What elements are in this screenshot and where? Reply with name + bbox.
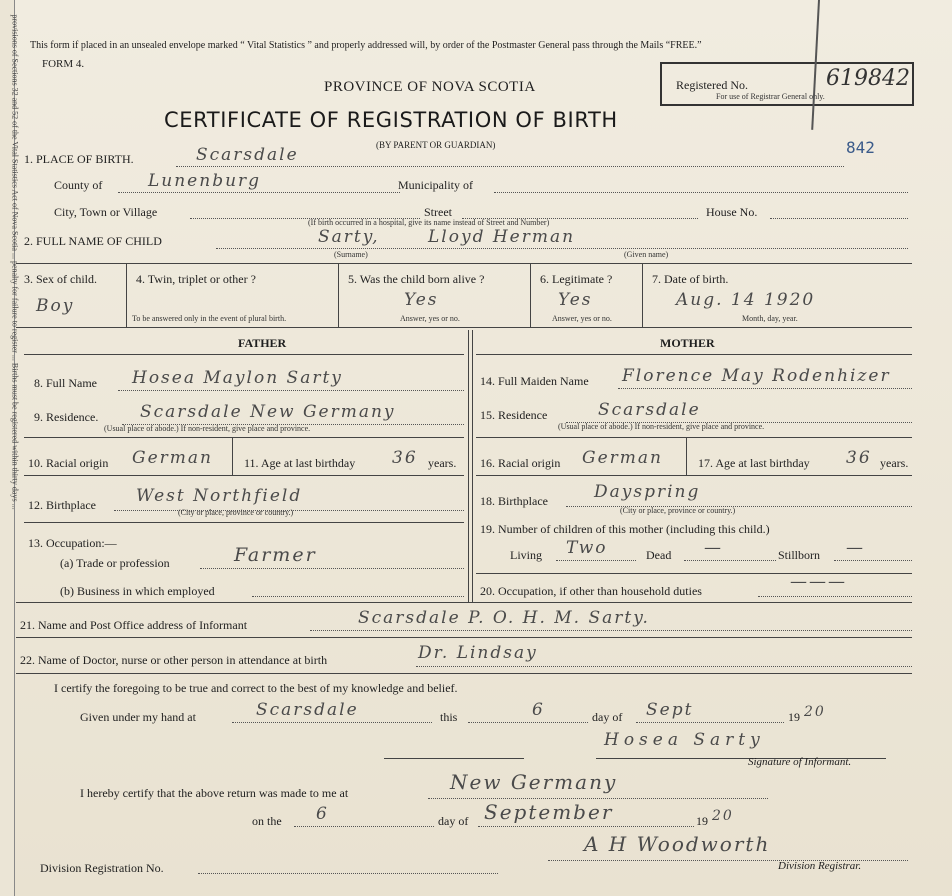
father-rule-1 bbox=[24, 437, 464, 438]
registrar-month-line bbox=[478, 826, 694, 827]
municipality-label: Municipality of bbox=[398, 178, 473, 192]
informant-label: 21. Name and Post Office address of Informant bbox=[20, 618, 248, 632]
date-label: 7. Date of birth. bbox=[652, 272, 729, 286]
father-rule-2 bbox=[24, 475, 464, 476]
registered-number: 619842 bbox=[826, 66, 910, 91]
mother-heading: MOTHER bbox=[660, 336, 715, 350]
alive-note: Answer, yes or no. bbox=[400, 314, 460, 323]
father-rule-3 bbox=[24, 522, 464, 523]
date-value: Aug. 14 1920 bbox=[676, 290, 816, 310]
given-place-line bbox=[232, 722, 432, 723]
father-age-unit: years. bbox=[428, 456, 457, 470]
registrar-signature-caption: Division Registrar. bbox=[778, 860, 862, 872]
dead-label: Dead bbox=[646, 548, 672, 562]
father-racial-label: 10. Racial origin bbox=[28, 456, 109, 470]
children-label: 19. Number of children of this mother (including this child.) bbox=[480, 522, 770, 536]
registrar-day-line bbox=[294, 826, 434, 827]
dead-value: — bbox=[704, 538, 723, 558]
registrar-year-value: 20 bbox=[712, 808, 734, 824]
registrar-month-value: September bbox=[484, 800, 614, 824]
day-line bbox=[468, 722, 588, 723]
registered-label: Registered No. bbox=[676, 78, 748, 92]
place-line bbox=[176, 166, 844, 167]
mother-rule-1 bbox=[476, 437, 912, 438]
father-birthplace-note: (City or place, province or country.) bbox=[178, 508, 294, 517]
col-divider-2 bbox=[338, 263, 339, 327]
street-label: Street bbox=[424, 205, 452, 219]
division-registration-label: Division Registration No. bbox=[40, 861, 164, 875]
father-heading-rule bbox=[24, 354, 464, 355]
informant-value: Scarsdale P. O. H. M. Sarty. bbox=[358, 608, 650, 628]
mother-rule-2 bbox=[476, 475, 912, 476]
mother-age-label: 17. Age at last birthday bbox=[698, 456, 810, 470]
alive-label: 5. Was the child born alive ? bbox=[348, 272, 485, 286]
mother-age-unit: years. bbox=[880, 456, 909, 470]
parents-divider-right bbox=[472, 330, 473, 602]
mother-birthplace-note: (City or place, province or country.) bbox=[620, 506, 736, 515]
mother-occupation-label: 20. Occupation, if other than household duties bbox=[480, 584, 702, 598]
mother-name-value: Florence May Rodenhizer bbox=[622, 366, 891, 386]
child-name-label: 2. FULL NAME OF CHILD bbox=[24, 234, 162, 248]
mother-name-label: 14. Full Maiden Name bbox=[480, 374, 589, 388]
mother-residence-note: (Usual place of abode.) If non-resident, give place and province. bbox=[558, 422, 765, 431]
doctor-label: 22. Name of Doctor, nurse or other person in attendance at birth bbox=[20, 653, 328, 667]
envelope-notice: This form if placed in an unsealed envelope marked “ Vital Statistics ” and properly addressed will, by order of the Postmaster General pass through the Mails “FREE.” bbox=[30, 40, 702, 51]
dead-line bbox=[684, 560, 776, 561]
col-divider-4 bbox=[642, 263, 643, 327]
father-age-value: 36 bbox=[392, 448, 418, 468]
county-value: Lunenburg bbox=[148, 171, 262, 191]
this-label: this bbox=[440, 710, 458, 724]
father-birthplace-value: West Northfield bbox=[136, 486, 303, 506]
stamp-number: 842 bbox=[846, 138, 875, 157]
left-margin-strip bbox=[0, 0, 20, 896]
doctor-line bbox=[416, 666, 912, 667]
registrar-signature: A H Woodworth bbox=[584, 832, 771, 856]
trade-value: Farmer bbox=[234, 544, 317, 566]
father-racial-value: German bbox=[132, 448, 213, 468]
year-value: 20 bbox=[804, 704, 826, 720]
legitimate-value: Yes bbox=[558, 290, 593, 310]
mother-age-divider bbox=[686, 437, 687, 475]
rule-informant-top bbox=[16, 602, 912, 603]
twin-note: To be answered only in the event of plural birth. bbox=[132, 314, 287, 323]
mother-age-value: 36 bbox=[846, 448, 872, 468]
division-registration-line bbox=[198, 873, 498, 874]
father-residence-note: (Usual place of abode.) If non-resident, give place and province. bbox=[104, 424, 311, 433]
doctor-value: Dr. Lindsay bbox=[418, 643, 538, 663]
year-prefix: 19 bbox=[788, 710, 800, 724]
short-divider bbox=[384, 758, 524, 759]
surname-caption: (Surname) bbox=[334, 250, 368, 259]
father-name-label: 8. Full Name bbox=[34, 376, 97, 390]
on-label: on the bbox=[252, 814, 282, 828]
day-of-label: day of bbox=[592, 710, 623, 724]
date-note: Month, day, year. bbox=[742, 314, 798, 323]
place-value: Scarsdale bbox=[196, 145, 299, 165]
trade-label: (a) Trade or profession bbox=[60, 556, 170, 570]
mother-residence-value: Scarsdale bbox=[598, 400, 701, 420]
mother-residence-label: 15. Residence bbox=[480, 408, 548, 422]
street-note: (If birth occurred in a hospital, give its name instead of Street and Number) bbox=[308, 218, 550, 227]
given-caption: (Given name) bbox=[624, 250, 669, 259]
col-divider-1 bbox=[126, 263, 127, 327]
occupation-label: 13. Occupation:— bbox=[28, 536, 117, 550]
sex-value: Boy bbox=[36, 296, 75, 316]
father-birthplace-label: 12. Birthplace bbox=[28, 498, 96, 512]
mother-name-line bbox=[618, 388, 912, 389]
page-title: CERTIFICATE OF REGISTRATION OF BIRTH bbox=[164, 108, 618, 132]
given-place-value: Scarsdale bbox=[256, 700, 359, 720]
page-subtitle: (BY PARENT OR GUARDIAN) bbox=[376, 140, 496, 150]
alive-value: Yes bbox=[404, 290, 439, 310]
stillborn-line bbox=[834, 560, 912, 561]
day-value: 6 bbox=[532, 700, 545, 720]
registrar-day-value: 6 bbox=[316, 804, 329, 824]
father-heading: FATHER bbox=[238, 336, 287, 350]
margin-notice: provisions of Sections 32 and 52 of the Vital Statistics Act of Nova Scotia ... penalty for failure to register ... Births must be registered within thirty days ... bbox=[10, 14, 20, 510]
rule-row3-bottom bbox=[16, 327, 912, 328]
month-line bbox=[636, 722, 784, 723]
col-divider-3 bbox=[530, 263, 531, 327]
mother-heading-rule bbox=[476, 354, 912, 355]
mother-racial-label: 16. Racial origin bbox=[480, 456, 561, 470]
registrar-place-line bbox=[428, 798, 768, 799]
house-label: House No. bbox=[706, 205, 758, 219]
informant-signature: Hosea Sarty bbox=[604, 730, 765, 750]
legitimate-label: 6. Legitimate ? bbox=[540, 272, 613, 286]
trade-line bbox=[200, 568, 464, 569]
month-value: Sept bbox=[646, 700, 694, 720]
certify-statement: I certify the foregoing to be true and correct to the best of my knowledge and belief. bbox=[54, 681, 458, 695]
father-age-divider bbox=[232, 437, 233, 475]
form-number: FORM 4. bbox=[42, 58, 85, 70]
father-age-label: 11. Age at last birthday bbox=[244, 456, 356, 470]
legitimate-note: Answer, yes or no. bbox=[552, 314, 612, 323]
informant-signature-caption: Signature of Informant. bbox=[748, 756, 852, 768]
county-line bbox=[118, 192, 400, 193]
father-residence-value: Scarsdale New Germany bbox=[140, 402, 396, 422]
rule-row3-top bbox=[16, 263, 912, 264]
city-label: City, Town or Village bbox=[54, 205, 158, 219]
living-label: Living bbox=[510, 548, 542, 562]
child-name-line bbox=[216, 248, 908, 249]
county-label: County of bbox=[54, 178, 103, 192]
given-label: Given under my hand at bbox=[80, 710, 196, 724]
mother-occupation-line bbox=[758, 596, 912, 597]
business-line bbox=[252, 596, 464, 597]
twin-label: 4. Twin, triplet or other ? bbox=[136, 272, 256, 286]
child-given-name: Lloyd Herman bbox=[428, 227, 576, 247]
registrar-day-of-label: day of bbox=[438, 814, 469, 828]
mother-birthplace-line bbox=[566, 506, 912, 507]
living-value: Two bbox=[566, 538, 608, 558]
sex-label: 3. Sex of child. bbox=[24, 272, 97, 286]
stillborn-label: Stillborn bbox=[778, 548, 821, 562]
registrar-year-prefix: 19 bbox=[696, 814, 708, 828]
rule-certify-top bbox=[16, 673, 912, 674]
stillborn-value: — bbox=[846, 538, 865, 558]
informant-line bbox=[310, 630, 912, 631]
mother-occupation-value: ——— bbox=[790, 572, 847, 592]
municipality-line bbox=[494, 192, 908, 193]
business-label: (b) Business in which employed bbox=[60, 584, 215, 598]
mother-racial-value: German bbox=[582, 448, 663, 468]
child-surname: Sarty, bbox=[318, 227, 380, 247]
father-name-value: Hosea Maylon Sarty bbox=[132, 368, 343, 388]
place-label: 1. PLACE OF BIRTH. bbox=[24, 152, 134, 166]
rule-doctor-top bbox=[16, 637, 912, 638]
parents-divider-left bbox=[468, 330, 469, 602]
registrar-statement: I hereby certify that the above return was made to me at bbox=[80, 786, 349, 800]
living-line bbox=[556, 560, 636, 561]
mother-birthplace-value: Dayspring bbox=[594, 482, 701, 502]
mother-birthplace-label: 18. Birthplace bbox=[480, 494, 548, 508]
province-heading: PROVINCE OF NOVA SCOTIA bbox=[324, 79, 536, 95]
registrar-note: For use of Registrar General only. bbox=[716, 92, 825, 101]
father-name-line bbox=[118, 390, 464, 391]
house-line bbox=[770, 218, 908, 219]
father-residence-label: 9. Residence. bbox=[34, 410, 99, 424]
registrar-place-value: New Germany bbox=[450, 770, 618, 794]
